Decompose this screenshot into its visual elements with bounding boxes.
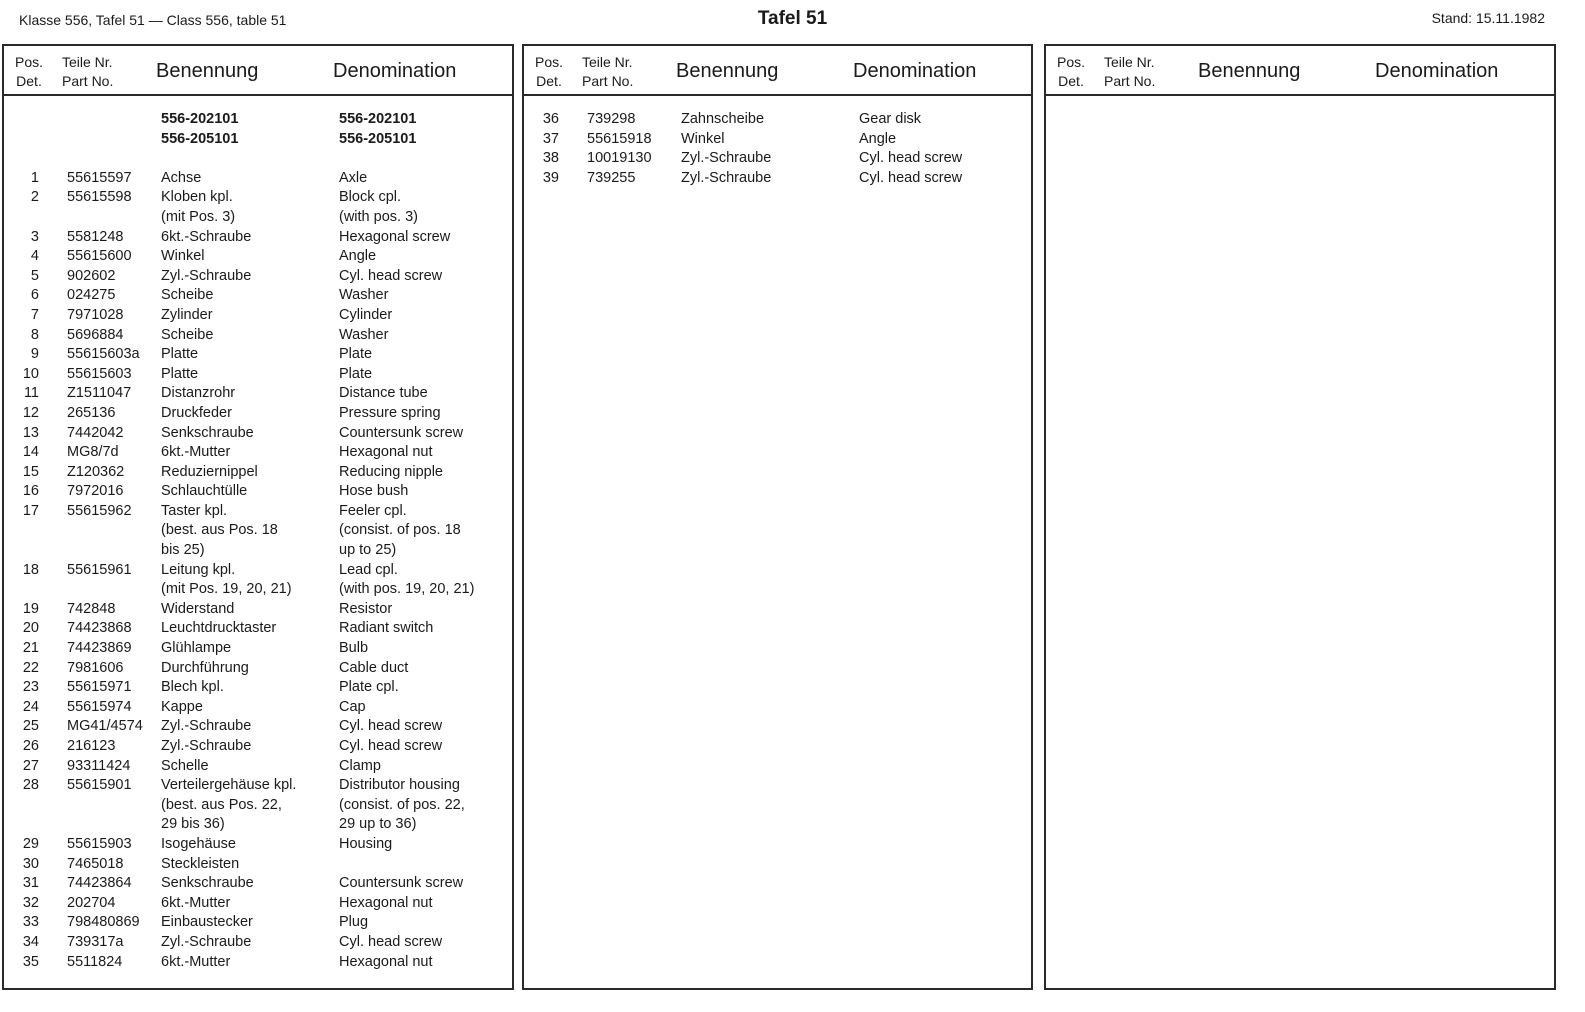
table-row xyxy=(4,502,512,522)
cell-part-no: 7442042 xyxy=(67,424,124,441)
cell-benennung: Achse xyxy=(161,169,202,186)
cell-denomination: Hexagonal screw xyxy=(339,228,451,245)
cell-part-no: 55615597 xyxy=(67,169,132,186)
col-part-header xyxy=(62,53,113,91)
table-header xyxy=(4,46,512,96)
col-pos-header xyxy=(535,53,563,91)
cell-pos: 38 xyxy=(542,150,559,167)
cell-part-no: 742848 xyxy=(67,600,116,617)
cell-denomination: Reducing nipple xyxy=(339,463,443,480)
cell-benennung: Kloben kpl. xyxy=(161,189,233,206)
cell-denomination: Distributor housing xyxy=(339,777,460,794)
cell-benennung: (best. aus Pos. 22, xyxy=(161,796,282,813)
cell-benennung: Widerstand xyxy=(161,600,235,617)
col-part-header xyxy=(1104,53,1155,91)
header-date: Stand: 15.11.1982 xyxy=(1431,10,1545,26)
cell-benennung: Leuchtdrucktaster xyxy=(161,620,277,637)
table-row xyxy=(4,443,512,463)
cell-denomination: Cable duct xyxy=(339,659,409,676)
table-row xyxy=(4,953,512,973)
cell-denomination: Hose bush xyxy=(339,483,409,500)
cell-benennung: Leitung kpl. xyxy=(161,561,236,578)
cell-pos: 32 xyxy=(22,894,39,911)
table-row xyxy=(4,306,512,326)
table-row xyxy=(4,267,512,287)
cell-benennung: Zyl.-Schraube xyxy=(161,718,252,735)
cell-denomination: Plate cpl. xyxy=(339,679,399,696)
cell-denomination: (consist. of pos. 18 xyxy=(339,522,461,539)
cell-benennung: Glühlampe xyxy=(161,640,232,657)
cell-pos: 5 xyxy=(30,267,39,284)
table-row xyxy=(4,600,512,620)
table-row xyxy=(4,482,512,502)
cell-denomination: Angle xyxy=(859,130,897,147)
parts-table-panel-1 xyxy=(2,44,514,990)
cell-benennung: Zyl.-Schraube xyxy=(681,150,772,167)
table-row xyxy=(4,835,512,855)
cell-pos: 26 xyxy=(22,738,39,754)
cell-denomination: (consist. of pos. 22, xyxy=(339,796,465,813)
cell-part-no: MG8/7d xyxy=(67,444,119,461)
col-part-no-label: Part No. xyxy=(582,73,634,89)
cell-benennung: Zyl.-Schraube xyxy=(161,933,252,950)
cell-part-no: 55615962 xyxy=(67,502,132,519)
cell-pos: 34 xyxy=(22,933,39,950)
cell-denomination: Washer xyxy=(339,326,389,343)
cell-part-no: 55615901 xyxy=(67,777,132,794)
cell-denomination: Radiant switch xyxy=(339,620,434,637)
table-header xyxy=(524,46,1031,96)
table-row xyxy=(4,776,512,796)
cell-pos: 28 xyxy=(22,777,39,794)
cell-denomination: Hexagonal nut xyxy=(339,953,433,970)
cell-part-no: 74423864 xyxy=(67,875,132,892)
cell-part-no: 55615903 xyxy=(67,835,132,852)
table-row xyxy=(4,130,512,150)
cell-denomination: Gear disk xyxy=(859,111,922,127)
parts-table-panel-3 xyxy=(1044,44,1556,990)
table-row xyxy=(4,169,512,189)
cell-pos: 36 xyxy=(542,111,559,127)
cell-benennung: Isogehäuse xyxy=(161,835,236,852)
cell-part-no: 265136 xyxy=(67,404,116,421)
cell-part-no: Z120362 xyxy=(67,463,125,480)
cell-denomination: Cyl. head screw xyxy=(339,267,443,284)
cell-part-no: 202704 xyxy=(67,894,116,911)
col-denomination-header: Denomination xyxy=(333,60,457,82)
cell-pos: 23 xyxy=(22,679,39,696)
table-row xyxy=(524,130,1031,150)
cell-pos: 1 xyxy=(30,169,39,186)
cell-pos: 22 xyxy=(22,659,39,676)
cell-denomination: Pressure spring xyxy=(339,404,441,421)
table-row xyxy=(4,521,512,541)
cell-denomination: Washer xyxy=(339,287,389,304)
table-row xyxy=(4,404,512,424)
cell-denomination: Lead cpl. xyxy=(339,561,398,578)
cell-benennung: Durchführung xyxy=(161,659,249,676)
cell-denomination: Countersunk screw xyxy=(339,424,464,441)
cell-part-no: 55615961 xyxy=(67,561,132,578)
cell-denomination: (with pos. 3) xyxy=(339,208,418,225)
cell-pos: 11 xyxy=(23,385,39,402)
col-pos-label: Pos. xyxy=(535,54,564,70)
cell-denomination: Cyl. head screw xyxy=(339,718,443,735)
cell-pos: 37 xyxy=(542,130,559,147)
cell-benennung: 29 bis 36) xyxy=(161,816,225,833)
table-row xyxy=(4,580,512,600)
cell-part-no: 74423868 xyxy=(67,620,132,637)
cell-part-no: 55615603 xyxy=(67,365,132,382)
cell-benennung: Verteilergehäuse kpl. xyxy=(161,777,297,794)
cell-denomination: Housing xyxy=(339,835,393,852)
cell-benennung: Steckleisten xyxy=(161,855,240,872)
table-body xyxy=(4,110,512,972)
cell-benennung: bis 25) xyxy=(161,542,205,559)
col-benennung-header: Benennung xyxy=(676,60,779,82)
cell-denomination: Hexagonal nut xyxy=(339,894,433,911)
cell-pos: 12 xyxy=(22,404,39,421)
cell-pos: 29 xyxy=(22,835,39,852)
cell-part-no: 739255 xyxy=(587,169,636,186)
cell-pos: 3 xyxy=(30,228,39,245)
header-left-title: Klasse 556, Tafel 51 — Class 556, table 51 xyxy=(19,12,287,28)
cell-pos: 33 xyxy=(22,914,39,931)
cell-part-no: 739317a xyxy=(67,933,124,950)
cell-pos: 6 xyxy=(30,287,39,304)
table-row xyxy=(4,796,512,816)
cell-benennung: 6kt.-Mutter xyxy=(161,444,231,461)
cell-benennung: Distanzrohr xyxy=(161,385,236,402)
table-row xyxy=(4,757,512,777)
cell-benennung: Winkel xyxy=(161,248,205,265)
cell-denomination: Axle xyxy=(339,169,368,186)
col-benennung-header: Benennung xyxy=(156,60,259,82)
table-row xyxy=(4,815,512,835)
table-row xyxy=(4,678,512,698)
cell-pos: 8 xyxy=(30,326,39,343)
col-pos-header xyxy=(15,53,43,91)
table-row xyxy=(4,384,512,404)
cell-part-no: 024275 xyxy=(67,287,116,304)
cell-denomination: Hexagonal nut xyxy=(339,444,433,461)
table-row xyxy=(524,110,1031,130)
table-row xyxy=(4,619,512,639)
cell-benennung: 556-202101 xyxy=(161,111,239,127)
col-denomination-header: Denomination xyxy=(1375,60,1499,82)
cell-denomination: Countersunk screw xyxy=(339,875,464,892)
table-row xyxy=(4,541,512,561)
cell-pos: 25 xyxy=(22,718,39,735)
spacer-row xyxy=(4,149,512,169)
cell-part-no: 798480869 xyxy=(67,914,140,931)
cell-part-no: 5696884 xyxy=(67,326,124,343)
col-teile-nr-label: Teile Nr. xyxy=(62,54,113,70)
cell-part-no: 55615974 xyxy=(67,698,132,715)
cell-denomination: Cyl. head screw xyxy=(339,933,443,950)
cell-benennung: Kappe xyxy=(161,698,203,715)
cell-pos: 17 xyxy=(22,502,39,519)
col-denomination-header: Denomination xyxy=(853,60,977,82)
cell-benennung: 6kt.-Schraube xyxy=(161,228,252,245)
cell-denomination: Plug xyxy=(339,914,369,931)
cell-benennung: Taster kpl. xyxy=(161,502,228,519)
cell-part-no: 55615600 xyxy=(67,248,132,265)
cell-pos: 2 xyxy=(30,189,39,206)
cell-pos: 15 xyxy=(22,463,39,480)
table-row xyxy=(4,110,512,130)
col-det-label: Det. xyxy=(16,73,42,89)
cell-pos: 31 xyxy=(22,875,39,892)
cell-pos: 30 xyxy=(22,855,39,872)
cell-denomination: Bulb xyxy=(339,640,369,657)
cell-denomination: Plate xyxy=(339,365,373,382)
cell-part-no: 10019130 xyxy=(587,150,652,167)
cell-denomination: Cylinder xyxy=(339,306,393,323)
table-row xyxy=(4,463,512,483)
cell-pos: 4 xyxy=(30,248,39,265)
cell-benennung: Reduziernippel xyxy=(161,463,258,480)
table-row xyxy=(4,659,512,679)
cell-pos: 9 xyxy=(30,346,39,363)
cell-part-no: 902602 xyxy=(67,267,116,284)
cell-denomination: Cyl. head screw xyxy=(859,169,963,186)
cell-part-no: 5581248 xyxy=(67,228,124,245)
cell-benennung: Senkschraube xyxy=(161,875,254,892)
table-row xyxy=(4,424,512,444)
cell-benennung: Schelle xyxy=(161,757,209,774)
cell-part-no: 55615598 xyxy=(67,189,132,206)
cell-benennung: Zyl.-Schraube xyxy=(161,738,252,754)
cell-denomination: Angle xyxy=(339,248,377,265)
col-teile-nr-label: Teile Nr. xyxy=(1104,54,1155,70)
col-pos-label: Pos. xyxy=(1057,54,1086,70)
table-row xyxy=(4,561,512,581)
cell-pos: 27 xyxy=(22,757,39,774)
cell-pos: 20 xyxy=(22,620,39,637)
cell-pos: 16 xyxy=(22,483,39,500)
cell-denomination: 556-202101 xyxy=(339,111,417,127)
table-row xyxy=(4,874,512,894)
cell-pos: 10 xyxy=(22,365,39,382)
col-teile-nr-label: Teile Nr. xyxy=(582,54,633,70)
cell-part-no: 216123 xyxy=(67,738,116,754)
table-row xyxy=(4,933,512,953)
col-part-header xyxy=(582,53,633,91)
col-part-no-label: Part No. xyxy=(1104,73,1156,89)
cell-pos: 21 xyxy=(22,640,39,657)
cell-part-no: 74423869 xyxy=(67,640,132,657)
cell-benennung: Senkschraube xyxy=(161,424,254,441)
table-row xyxy=(4,345,512,365)
table-row xyxy=(524,169,1031,189)
cell-benennung: Zyl.-Schraube xyxy=(161,267,252,284)
table-row xyxy=(4,247,512,267)
cell-benennung: 556-205101 xyxy=(161,130,239,147)
cell-benennung: Scheibe xyxy=(161,287,214,304)
cell-benennung: 6kt.-Mutter xyxy=(161,894,231,911)
cell-part-no: 7465018 xyxy=(67,855,124,872)
cell-denomination: Distance tube xyxy=(339,385,428,402)
cell-denomination: Plate xyxy=(339,346,373,363)
cell-part-no: 55615918 xyxy=(587,130,652,147)
cell-benennung: Platte xyxy=(161,365,199,382)
table-row xyxy=(4,208,512,228)
col-det-label: Det. xyxy=(536,73,562,89)
cell-denomination: (with pos. 19, 20, 21) xyxy=(339,581,475,598)
cell-benennung: (best. aus Pos. 18 xyxy=(161,522,278,539)
cell-benennung: Druckfeder xyxy=(161,404,232,421)
cell-denomination: Cap xyxy=(339,698,366,715)
parts-table-panel-2 xyxy=(522,44,1033,990)
cell-pos: 13 xyxy=(22,424,39,441)
table-row xyxy=(4,913,512,933)
cell-part-no: 7981606 xyxy=(67,659,124,676)
cell-pos: 7 xyxy=(30,306,39,323)
page-title: Tafel 51 xyxy=(757,8,828,29)
col-part-no-label: Part No. xyxy=(62,73,114,89)
col-pos-label: Pos. xyxy=(15,54,44,70)
cell-part-no: 739298 xyxy=(587,111,636,127)
cell-benennung: Zyl.-Schraube xyxy=(681,169,772,186)
cell-part-no: 93311424 xyxy=(67,757,131,774)
cell-denomination: Clamp xyxy=(339,757,381,774)
cell-pos: 35 xyxy=(22,953,39,970)
table-row xyxy=(4,639,512,659)
cell-benennung: Blech kpl. xyxy=(161,679,224,696)
col-benennung-header: Benennung xyxy=(1198,60,1301,82)
cell-part-no: 55615603a xyxy=(67,346,140,363)
table-row xyxy=(4,894,512,914)
cell-benennung: Winkel xyxy=(681,130,725,147)
cell-pos: 39 xyxy=(542,169,559,186)
cell-benennung: (mit Pos. 3) xyxy=(161,208,236,225)
table-row xyxy=(4,737,512,757)
cell-denomination: up to 25) xyxy=(339,542,397,559)
cell-denomination: Block cpl. xyxy=(339,189,402,206)
cell-part-no: MG41/4574 xyxy=(67,718,143,735)
cell-benennung: Zylinder xyxy=(161,306,213,323)
table-row xyxy=(524,149,1031,169)
table-row xyxy=(4,365,512,385)
cell-denomination: 29 up to 36) xyxy=(339,816,417,833)
cell-benennung: Platte xyxy=(161,346,199,363)
cell-benennung: Einbaustecker xyxy=(161,914,253,931)
table-row xyxy=(4,188,512,208)
cell-benennung: 6kt.-Mutter xyxy=(161,953,231,970)
cell-benennung: Scheibe xyxy=(161,326,214,343)
col-det-label: Det. xyxy=(1058,73,1084,89)
cell-part-no: 7972016 xyxy=(67,483,124,500)
table-header xyxy=(1046,46,1554,96)
cell-benennung: (mit Pos. 19, 20, 21) xyxy=(161,581,292,598)
table-row xyxy=(4,717,512,737)
table-row xyxy=(4,286,512,306)
cell-benennung: Zahnscheibe xyxy=(681,111,765,127)
table-row xyxy=(4,698,512,718)
cell-part-no: 55615971 xyxy=(67,679,132,696)
cell-denomination: Feeler cpl. xyxy=(339,502,407,519)
table-row xyxy=(4,228,512,248)
cell-denomination: Resistor xyxy=(339,600,393,617)
cell-pos: 18 xyxy=(22,561,39,578)
table-body xyxy=(524,110,1031,188)
table-row xyxy=(4,855,512,875)
cell-denomination: Cyl. head screw xyxy=(339,738,443,754)
cell-pos: 14 xyxy=(22,444,39,461)
cell-part-no: Z1511047 xyxy=(67,385,132,402)
cell-benennung: Schlauchtülle xyxy=(161,483,248,500)
col-pos-header xyxy=(1057,53,1085,91)
cell-denomination: 556-205101 xyxy=(339,130,417,147)
table-row xyxy=(4,326,512,346)
cell-denomination: Cyl. head screw xyxy=(859,150,963,167)
cell-pos: 19 xyxy=(22,600,39,617)
cell-part-no: 7971028 xyxy=(67,306,124,323)
cell-part-no: 5511824 xyxy=(67,953,123,970)
cell-pos: 24 xyxy=(22,698,39,715)
